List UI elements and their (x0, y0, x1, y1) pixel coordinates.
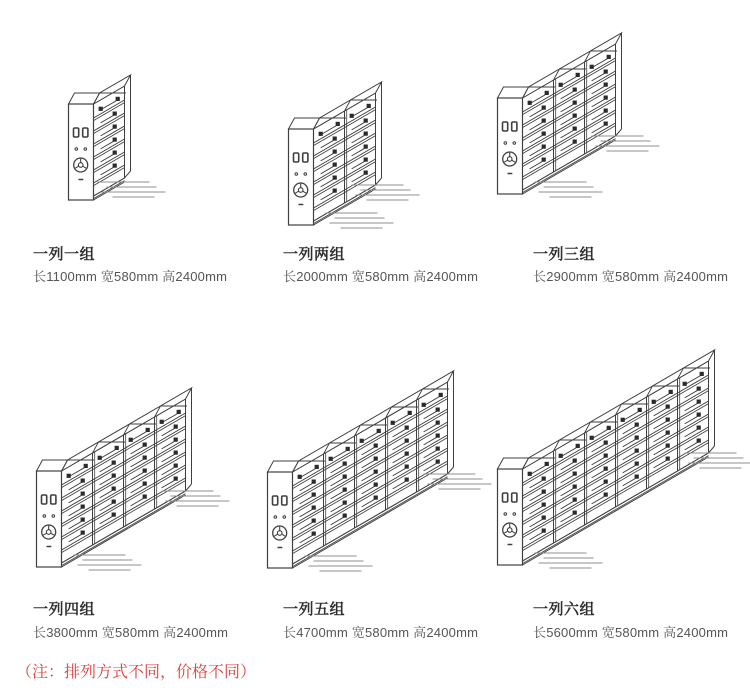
unit-dimensions-4: 长3800mm 宽580mm 高2400mm (33, 625, 229, 640)
unit-title-3: 一列三组 (533, 246, 596, 263)
shelving-drawing-1-group (67, 73, 191, 220)
unit-dimensions-3: 长2900mm 宽580mm 高2400mm (533, 269, 729, 284)
unit-title-5: 一列五组 (283, 601, 346, 618)
unit-title-1: 一列一组 (33, 246, 96, 263)
unit-dimensions-2: 长2000mm 宽580mm 高2400mm (283, 269, 479, 284)
unit-dimensions-6: 长5600mm 宽580mm 高2400mm (533, 625, 729, 640)
unit-title-4: 一列四组 (33, 601, 96, 618)
shelving-drawing-2-groups (287, 80, 442, 245)
shelving-drawing-5-groups (266, 369, 514, 588)
price-note: （注：排列方式不同，价格不同） (16, 664, 257, 681)
shelving-drawing-6-groups (496, 348, 750, 585)
unit-title-6: 一列六组 (533, 601, 596, 618)
shelving-drawing-4-groups (35, 386, 252, 587)
unit-dimensions-1: 长1100mm 宽580mm 高2400mm (33, 269, 228, 284)
unit-title-2: 一列两组 (283, 246, 346, 263)
unit-dimensions-5: 长4700mm 宽580mm 高2400mm (283, 625, 479, 640)
shelving-drawing-3-groups (496, 31, 682, 214)
